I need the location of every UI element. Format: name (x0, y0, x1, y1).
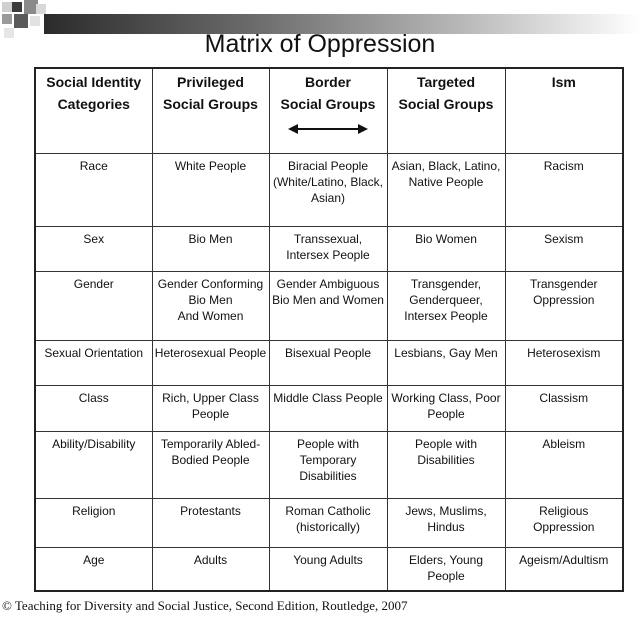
cell-line: Gender Ambiguous (276, 277, 380, 291)
cell-line: Lesbians, Gay Men (394, 346, 498, 360)
table-cell (152, 386, 269, 432)
table-row (35, 272, 623, 341)
column-header-line: Social Groups (398, 96, 494, 112)
cell-line: Religious (539, 504, 589, 518)
column-header-line: Ism (551, 74, 576, 90)
cell-line: Disabilities (417, 453, 475, 467)
cell-line: Genderqueer, (409, 293, 483, 307)
table-body (35, 154, 623, 592)
cell-line: Transgender, (410, 277, 482, 291)
column-header-line: Targeted (416, 74, 476, 90)
cell-line: Young Adults (293, 553, 363, 567)
cell-line: Religion (72, 504, 116, 518)
table-cell (505, 548, 623, 592)
cell-line: Age (83, 553, 105, 567)
column-header (269, 68, 387, 154)
category-cell (35, 499, 152, 548)
column-header (35, 68, 152, 154)
table-cell (269, 154, 387, 227)
table-row (35, 341, 623, 386)
cell-line: People with (414, 437, 478, 451)
cell-line: Elders, Young (408, 553, 484, 567)
table-cell (387, 386, 505, 432)
cell-line: Roman Catholic (285, 504, 371, 518)
category-cell (35, 227, 152, 272)
table-cell (387, 341, 505, 386)
cell-line: Ableism (542, 437, 586, 451)
cell-line: Heterosexism (527, 346, 601, 360)
deco-square (2, 2, 12, 12)
table-cell (269, 548, 387, 592)
cell-line: Classism (539, 391, 589, 405)
category-cell (35, 272, 152, 341)
cell-line: Bio Men (188, 232, 233, 246)
table-cell (269, 227, 387, 272)
cell-line: Bio Women (415, 232, 477, 246)
column-header-line: Categories (57, 96, 130, 112)
cell-line: Transgender (529, 277, 598, 291)
table-cell (269, 272, 387, 341)
cell-line: Sex (83, 232, 105, 246)
table-cell (152, 432, 269, 499)
table-cell (505, 386, 623, 432)
cell-line: People with (296, 437, 360, 451)
table-cell (387, 227, 505, 272)
cell-line: Adults (193, 553, 228, 567)
table-cell (152, 499, 269, 548)
table-row (35, 386, 623, 432)
cell-line: People (191, 407, 230, 421)
deco-square (30, 16, 40, 26)
table-row (35, 154, 623, 227)
cell-line: Sexism (544, 232, 584, 246)
column-header-line: Privileged (177, 74, 244, 90)
cell-line: Ability/Disability (52, 437, 136, 451)
table-cell (152, 341, 269, 386)
cell-line: Heterosexual People (154, 346, 267, 360)
oppression-matrix-table (34, 67, 624, 592)
cell-line: And Women (177, 309, 244, 323)
header-row (35, 68, 623, 154)
table-row (35, 548, 623, 592)
table-cell (152, 548, 269, 592)
table-cell (505, 432, 623, 499)
category-cell (35, 341, 152, 386)
table-cell (269, 341, 387, 386)
table-cell (269, 499, 387, 548)
cell-line: Temporary (299, 453, 357, 467)
table-cell (152, 154, 269, 227)
cell-line: Bio Men and Women (272, 293, 384, 307)
cell-line: Biracial People (287, 159, 369, 173)
cell-line: Hindus (427, 520, 465, 534)
category-cell (35, 432, 152, 499)
table-row (35, 499, 623, 548)
cell-line: Oppression (533, 520, 595, 534)
category-cell (35, 154, 152, 227)
table-cell (269, 432, 387, 499)
cell-line: People (427, 407, 465, 421)
cell-line: Bisexual People (284, 346, 372, 360)
cell-line: Jews, Muslims, (405, 504, 487, 518)
cell-line: Bio Men (188, 293, 233, 307)
cell-line: Class (78, 391, 109, 405)
table-row (35, 227, 623, 272)
cell-line: Working Class, Poor (391, 391, 501, 405)
cell-line: Rich, Upper Class (162, 391, 259, 405)
column-header (387, 68, 505, 154)
cell-line: Gender (73, 277, 114, 291)
cell-line: White People (174, 159, 247, 173)
cell-line: (White/Latino, Black, (272, 175, 384, 189)
cell-line: Gender Conforming (157, 277, 264, 291)
table-cell (269, 386, 387, 432)
cell-line: Bodied People (171, 453, 250, 467)
cell-line: Oppression (533, 293, 595, 307)
table-row (35, 432, 623, 499)
table-cell (505, 227, 623, 272)
column-header (505, 68, 623, 154)
cell-line: Race (79, 159, 108, 173)
table-cell (505, 499, 623, 548)
table-cell (505, 272, 623, 341)
cell-line: Asian) (310, 191, 345, 205)
double-arrow-icon (288, 123, 368, 135)
page-title: Matrix of Oppression (204, 30, 436, 58)
table-cell (505, 154, 623, 227)
cell-line: Sexual Orientation (44, 346, 144, 360)
cell-line: Transsexual, (293, 232, 363, 246)
column-header-line: Social Groups (163, 96, 258, 112)
cell-line: Middle Class People (273, 391, 383, 405)
category-cell (35, 548, 152, 592)
cell-line: Protestants (180, 504, 241, 518)
category-cell (35, 386, 152, 432)
table-cell (505, 341, 623, 386)
column-header-line: Border (305, 74, 351, 90)
column-header (152, 68, 269, 154)
cell-line: Intersex People (404, 309, 488, 323)
cell-line: Ageism/Adultism (519, 553, 609, 567)
table-cell (387, 154, 505, 227)
table-cell (387, 432, 505, 499)
cell-line: Disabilities (299, 469, 357, 483)
cell-line: Racism (543, 159, 584, 173)
table-cell (387, 272, 505, 341)
table-cell (152, 272, 269, 341)
table-cell (387, 499, 505, 548)
cell-line: Temporarily Abled- (160, 437, 261, 451)
cell-line: Intersex People (286, 248, 370, 262)
cell-line: Native People (408, 175, 484, 189)
column-header-line: Social Identity (46, 74, 142, 90)
cell-line: People (427, 569, 465, 583)
deco-square (14, 14, 28, 28)
cell-line: (historically) (295, 520, 360, 534)
table-cell (152, 227, 269, 272)
table-cell (387, 548, 505, 592)
cell-line: Asian, Black, Latino, (391, 159, 501, 173)
column-header-line: Social Groups (280, 96, 376, 112)
copyright-footer: © Teaching for Diversity and Social Justice, Second Edition, Routledge, 2007 (2, 598, 408, 613)
deco-square (36, 4, 46, 14)
deco-square (2, 14, 12, 24)
deco-square (12, 2, 22, 12)
